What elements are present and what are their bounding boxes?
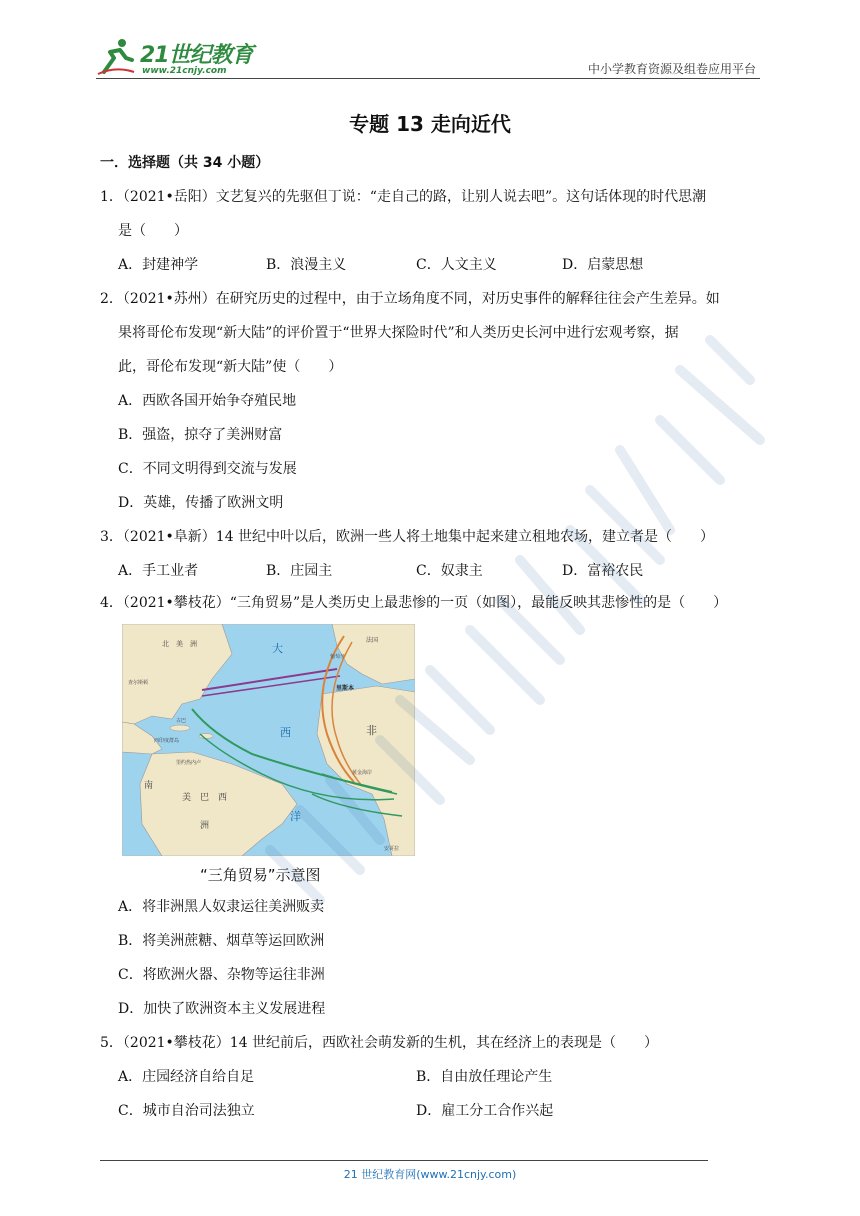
triangular-trade-map: [122, 624, 415, 856]
question-2-option-c: C．不同文明得到交流与发展: [118, 461, 297, 477]
question-1-option-c: C．人文主义: [416, 257, 497, 273]
question-3-option-c: C．奴隶主: [416, 563, 483, 579]
question-3-option-a: A．手工业者: [118, 563, 199, 579]
question-2-line-2: 果将哥伦布发现“新大陆”的评价置于“世界大探险时代”和人类历史长河中进行宏观考察，据: [118, 325, 679, 341]
question-2-line-1: 2．（2021•苏州）在研究历史的过程中，由于立场角度不同，对历史事件的解释往往会产生差异。如: [100, 291, 720, 307]
question-2-option-a: A．西欧各国开始争夺殖民地: [118, 393, 297, 409]
map-label-havana: 古巴: [176, 718, 187, 724]
page-title: 专题 13 走向近代: [349, 112, 511, 136]
header-divider: [96, 78, 760, 79]
question-3-line-1: 3．（2021•阜新）14 世纪中叶以后，欧洲一些人将土地集中起来建立租地农场，建立者是（ ）: [100, 529, 715, 545]
question-3-option-d: D．富裕农民: [562, 563, 644, 579]
question-4-option-a: A．将非洲黑人奴隶运往美洲贩卖: [118, 899, 325, 915]
logo-text: 21世纪教育: [140, 43, 253, 68]
map-label-south-america-3: 洲: [200, 821, 210, 831]
question-1-line-1: 1．（2021•岳阳）文艺复兴的先驱但丁说：“走自己的路，让别人说去吧”。这句话体现的时代思潮: [100, 189, 707, 205]
map-label-lisbon: 里斯本: [336, 685, 355, 692]
map-label-south-america-1: 南: [144, 781, 154, 791]
runner-logo-icon: [96, 36, 136, 76]
map-label-ocean-2: 西: [280, 726, 291, 739]
question-5-option-a: A．庄园经济自给自足: [118, 1069, 255, 1085]
question-1-option-b: B．浪漫主义: [266, 257, 347, 273]
question-4-option-d: D．加快了欧洲资本主义发展进程: [118, 1001, 326, 1017]
map-label-ocean-1: 大: [272, 642, 283, 655]
question-5-option-d: D．雇工分工合作兴起: [416, 1103, 554, 1119]
site-logo: [96, 36, 266, 80]
map-label-rio: 里约热内卢: [176, 760, 202, 766]
map-label-portugal: 葡萄牙: [330, 654, 346, 660]
map-label-france: 法国: [366, 637, 379, 644]
question-5-option-c: C．城市自治司法独立: [118, 1103, 255, 1119]
map-label-south-america-2: 美 巴 西: [182, 793, 228, 803]
footer-divider: [100, 1160, 708, 1161]
logo-url: www.21cnjy.com: [142, 66, 227, 76]
map-label-angola: 安哥拉: [384, 846, 400, 852]
question-2-line-3: 此，哥伦布发现“新大陆”使（ ）: [118, 359, 343, 375]
question-1-option-d: D．启蒙思想: [562, 257, 644, 273]
question-4-option-b: B．将美洲蔗糖、烟草等运回欧洲: [118, 933, 325, 949]
section-heading: 一．选择题（共 34 小题）: [100, 155, 270, 171]
map-label-west-indies: 西印度群岛: [154, 738, 180, 744]
map-label-africa: 非: [366, 724, 377, 737]
footer-text: 21 世纪教育网(www.21cnjy.com): [343, 1168, 517, 1181]
question-2-option-b: B．强盗，掠夺了美洲财富: [118, 427, 283, 443]
map-label-ocean-3: 洋: [290, 810, 301, 823]
map-label-north-america: 北 美 洲: [162, 640, 197, 648]
question-1-option-a: A．封建神学: [118, 257, 199, 273]
map-label-gold-coast: 黄金海岸: [352, 770, 373, 776]
question-3-option-b: B．庄园主: [266, 563, 333, 579]
question-4-option-c: C．将欧洲火器、杂物等运往非洲: [118, 967, 325, 983]
question-1-line-2: 是（ ）: [118, 223, 188, 239]
question-4-line-1: 4．（2021•攀枝花）“三角贸易”是人类历史上最悲惨的一页（如图），最能反映其悲惨性的是（ ）: [100, 595, 728, 611]
question-5-line-1: 5．（2021•攀枝花）14 世纪前后，西欧社会萌发新的生机，其在经济上的表现是（ ）: [100, 1035, 659, 1051]
question-5-option-b: B．自由放任理论产生: [416, 1069, 553, 1085]
question-2-option-d: D．英雄，传播了欧洲文明: [118, 495, 284, 511]
map-label-charleston: 查尔斯顿: [128, 680, 149, 686]
header-platform-text: 中小学教育资源及组卷应用平台: [587, 62, 756, 76]
map-caption: “三角贸易”示意图: [200, 866, 321, 884]
